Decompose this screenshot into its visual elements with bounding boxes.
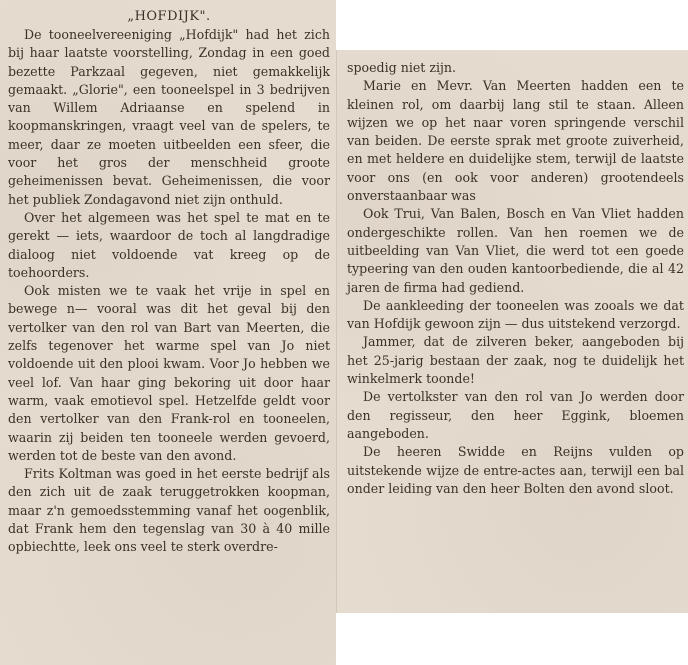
paragraph-closing: De heeren Swidde en Reijns vulden op uitstekende wijze de entre-actes aan, terwijl een bal onder leiding van den heer Bolten den avond sloot. — [347, 444, 684, 496]
paragraph-continuation: spoedig niet zijn. — [347, 60, 457, 75]
paragraph-marie: Marie en Mevr. Van Meerten hadden een te kleinen rol, om daarbij lang stil te staan. Alleen wijzen we op het naar voren springende verschil van beiden. De eerste sprak met groote zuiverheid, en met heldere en duidelijke stem, terwijl de laatste voor ons (en ook voor anderen) grootendeels onverstaanbaar was — [347, 78, 684, 204]
article-title: „HOFDIJK". — [127, 9, 211, 24]
paragraph-acting: Ook misten we te vaak het vrije in spel en bewege n— vooral was dit het geval bij den vertolker van den rol van Bart van Meerten, die zelfs tegenover het warme spel van Jo niet voldoende uit den plooi kwam. Voor Jo hebben we veel lof. Van haar ging bekoring uit door haar warm, vaak emotievol spel. Hetzelfde geldt voor den vertolker van den Frank-rol en tooneelen, waarin zij beiden ten tooneele werden gevoerd, werden tot de beste van den avond. — [8, 283, 330, 463]
left-column — [8, 8, 330, 557]
paragraph-decor: De aankleeding der tooneelen was zooals we dat van Hofdijk gewoon zijn — dus uitstekend verzorgd. — [347, 297, 684, 332]
paragraph-minor-roles: Ook Trui, Van Balen, Bosch en Van Vliet hadden ondergeschikte rollen. Van hen roemen we de uitbeelding van Van Vliet, die werd tot een goede typeering van den ouden kantoorbediende, die al 42 jaren de firma had gediend. — [347, 206, 684, 295]
paragraph-flowers: De vertolkster van den rol van Jo werden door den regisseur, den heer Eggink, bloemen aangeboden. — [347, 389, 684, 441]
paragraph-general: Over het algemeen was het spel te mat en te gerekt — iets, waardoor de toch al langdradige dialoog niet voldoende vat kreeg op de toehoorders. — [8, 209, 330, 280]
paragraph-intro: De tooneelvereeniging „Hofdijk" had het zich bij haar laatste voorstelling, Zondag in een goed bezette Parkzaal gegeven, niet gemakkelijk gemaakt. „Glorie", een tooneelspel in 3 bedrijven van Willem Adriaanse en spelend in koopmanskringen, vraagt veel van de spelers, te meer, daar ze moeten uitbeelden een sfeer, die voor het gros der menschheid groote geheimenissen bevat. Geheimenissen, die voor het publiek Zondagavond niet zijn onthuld. — [8, 27, 330, 207]
paragraph-koltman: Frits Koltman was goed in het eerste bedrijf als den zich uit de zaak teruggetrokken koopman, maar z'n gemoedsstemming vanaf het oogenblik, dat Frank hem den tegenslag van 30 à 40 mille opbiechtte, leek ons veel te sterk overdre- — [8, 466, 330, 555]
right-column — [347, 59, 684, 498]
article-clipping-right — [336, 50, 688, 613]
paragraph-cup: Jammer, dat de zilveren beker, aangeboden bij het 25-jarig bestaan der zaak, nog te duidelijk het winkelmerk toonde! — [347, 334, 684, 387]
article-clipping-left — [0, 0, 336, 665]
